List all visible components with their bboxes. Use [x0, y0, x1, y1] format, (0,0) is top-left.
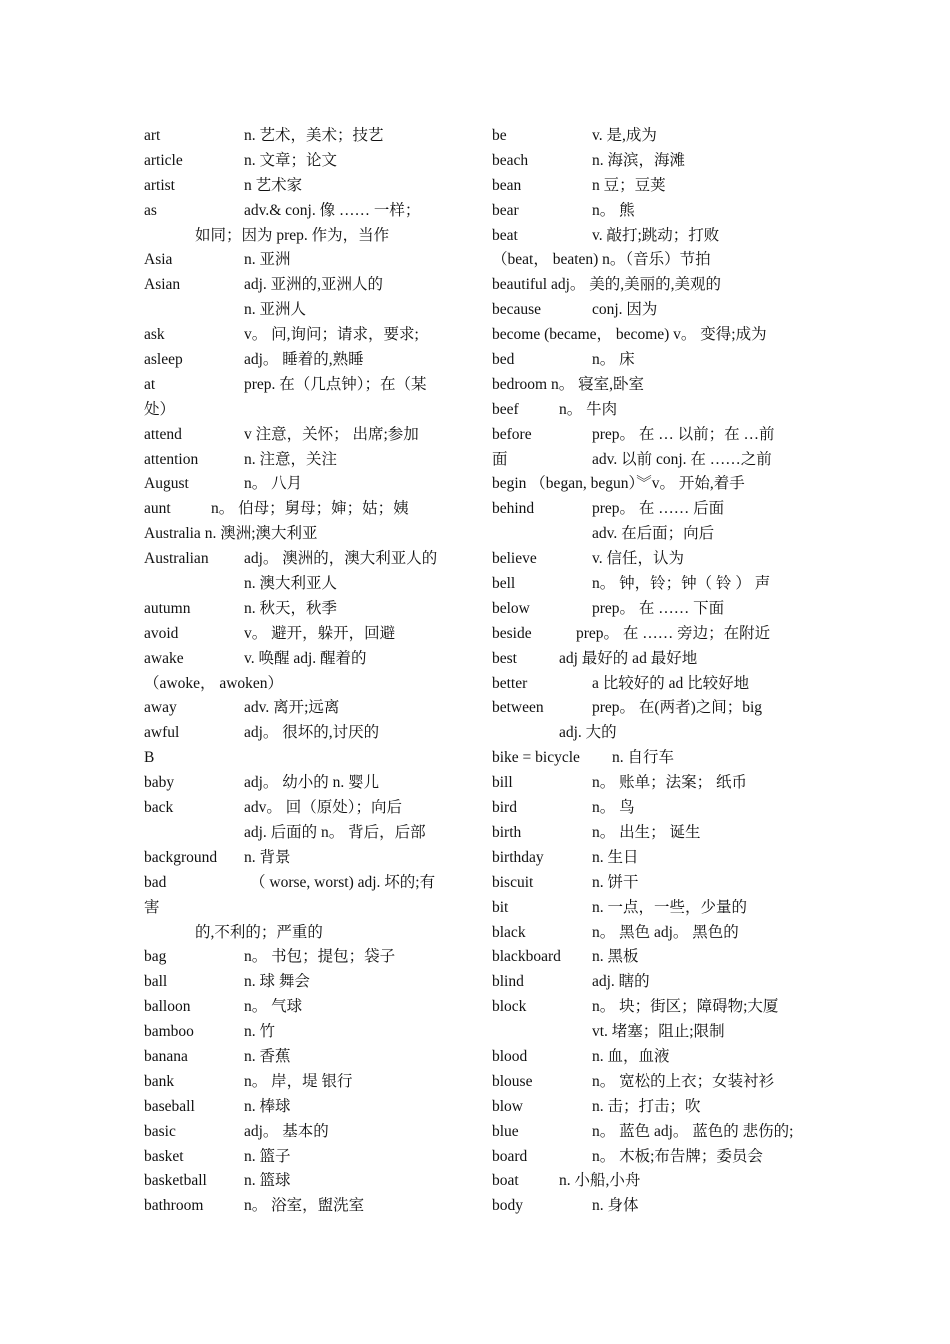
entry-line: [144, 1045, 464, 1070]
entry-word: bamboo: [144, 1023, 194, 1041]
entry-word: background: [144, 848, 218, 866]
entry-definition: n. 生日: [592, 848, 639, 866]
entry-definition: n。 蓝色 adj。 蓝色的 悲伤的;: [592, 1122, 794, 1140]
entry-line: [144, 174, 464, 199]
entry-word: Asia: [144, 251, 173, 269]
entry-word: banana: [144, 1047, 188, 1065]
entry-line: [492, 597, 814, 622]
entry-definition: n。 黑色 adj。 黑色的: [592, 923, 739, 941]
entry-line: [492, 174, 814, 199]
entry-word: ball: [144, 973, 168, 991]
entry-word: bit: [492, 898, 509, 916]
entry-definition: v. 敲打;跳动；打败: [592, 226, 720, 244]
entry-definition: n. 竹: [244, 1023, 276, 1041]
entry-definition: adj。 很坏的,讨厌的: [244, 724, 380, 742]
entry-definition: n。 鸟: [592, 799, 635, 817]
entry-line: [492, 921, 814, 946]
entry-word: awake: [144, 649, 184, 667]
entry-word: birth: [492, 823, 522, 841]
entry-word: B: [144, 749, 155, 767]
entry-line: [492, 1020, 814, 1045]
entry-definition: n。 块；街区；障碍物;大厦: [592, 998, 779, 1016]
entry-line: [144, 298, 464, 323]
entry-word: attend: [144, 425, 182, 443]
entry-definition: n. 海滨，海滩: [592, 151, 686, 169]
entry-definition: n. 球 舞会: [244, 973, 310, 991]
entry-line: [144, 945, 464, 970]
entry-definition: adv. 以前 conj. 在 ……之前: [592, 450, 772, 468]
entry-definition: v. 唤醒 adj. 醒着的: [244, 649, 367, 667]
entry-line: [144, 248, 464, 273]
entry-word: believe: [492, 550, 537, 568]
entry-word: blow: [492, 1097, 523, 1115]
entry-line: [144, 721, 464, 746]
entry-word: basket: [144, 1147, 184, 1165]
entry-definition: prep。 在 …… 下面: [592, 599, 725, 617]
entry-line: [144, 273, 464, 298]
entry-line: [144, 796, 464, 821]
entry-line: [144, 821, 464, 846]
entry-word: bear: [492, 201, 519, 219]
entry-line: [144, 199, 464, 224]
entry-definition: adj. 后面的 n。 背后，后部: [244, 823, 426, 841]
entry-definition: n. 注意，关注: [244, 450, 338, 468]
entry-line: [144, 323, 464, 348]
entry-word: beach: [492, 151, 529, 169]
entry-definition: prep。 在 …… 后面: [592, 500, 725, 518]
entry-line: [492, 1045, 814, 1070]
entry-line: [492, 647, 814, 672]
entry-word: bad: [144, 873, 167, 891]
entry-definition: n。 八月: [244, 475, 303, 493]
entry-word: artist: [144, 176, 175, 194]
entry-definition: n. 棒球: [244, 1097, 291, 1115]
entry-line: [492, 871, 814, 896]
left-column: [144, 124, 464, 1219]
entry-definition: a 比较好的 ad 比较好地: [592, 674, 750, 692]
entry-line: [492, 248, 814, 273]
entry-word: bell: [492, 575, 516, 593]
entry-definition: n. 秋天，秋季: [244, 599, 338, 617]
entry-line: [492, 373, 814, 398]
entry-word: basic: [144, 1122, 176, 1140]
entry-definition: n。 出生； 诞生: [592, 823, 701, 841]
entry-line: [492, 622, 814, 647]
entry-word: blind: [492, 973, 524, 991]
entry-line: [144, 1095, 464, 1120]
entry-line: [492, 398, 814, 423]
entry-word: become (became， become) v。 变得;成为: [492, 326, 767, 344]
entry-line: [144, 696, 464, 721]
entry-line: [492, 224, 814, 249]
entry-word: blackboard: [492, 948, 561, 966]
section-heading: [144, 746, 464, 771]
entry-word: baby: [144, 774, 175, 792]
entry-definition: adj。 睡着的,熟睡: [244, 351, 364, 369]
entry-definition: n. 一点，一些，少量的: [592, 898, 748, 916]
entry-definition: n. 艺术，美术；技艺: [244, 127, 384, 144]
entry-definition: v. 信任，认为: [592, 550, 684, 568]
entry-word: （beat， beaten) n。（音乐）节拍: [492, 251, 711, 269]
entry-line: [144, 423, 464, 448]
entry-word: （awoke， awoken）: [144, 674, 284, 692]
entry-definition: n。 宽松的上衣；女装衬衫: [592, 1072, 775, 1090]
entry-word: boat: [492, 1172, 519, 1190]
entry-line: [492, 696, 814, 721]
entry-line: [492, 1095, 814, 1120]
entry-line: [492, 149, 814, 174]
entry-line: [144, 1194, 464, 1219]
entry-definition: n. 亚洲: [244, 251, 291, 269]
entry-line: [492, 472, 814, 497]
entry-definition: n。 岸，堤 银行: [244, 1072, 353, 1090]
entry-word: better: [492, 674, 528, 692]
entry-definition: n。 床: [592, 351, 635, 369]
entry-line: [144, 1169, 464, 1194]
entry-word: begin （began, begun）︾v。 开始,着手: [492, 475, 745, 493]
entry-word: 害: [144, 898, 160, 916]
entry-word: ask: [144, 326, 165, 344]
entry-definition: n。 钟，铃；钟（ 铃 ） 声: [592, 575, 771, 593]
entry-line: [144, 149, 464, 174]
entry-definition: prep. 在（几点钟）；在（某: [244, 375, 427, 393]
entry-word: aunt: [144, 500, 171, 518]
entry-line: [144, 224, 464, 249]
entry-word: best: [492, 649, 517, 667]
entry-line: [144, 398, 464, 423]
entry-word: baseball: [144, 1097, 195, 1115]
entry-line: [492, 796, 814, 821]
entry-word: biscuit: [492, 873, 534, 891]
entry-line: [144, 622, 464, 647]
entry-definition: 的,不利的；严重的: [195, 923, 323, 941]
entry-line: [492, 522, 814, 547]
entry-line: [492, 547, 814, 572]
entry-definition: （ worse, worst) adj. 坏的;有: [250, 873, 436, 891]
entry-line: [144, 597, 464, 622]
entry-word: bean: [492, 176, 522, 194]
entry-line: [492, 298, 814, 323]
entry-word: bird: [492, 799, 517, 817]
entry-word: blood: [492, 1047, 528, 1065]
entry-definition: n. 香蕉: [244, 1047, 291, 1065]
entry-line: [492, 846, 814, 871]
entry-word: away: [144, 699, 177, 717]
entry-definition: n。 牛肉: [559, 400, 618, 418]
entry-definition: n 艺术家: [244, 176, 303, 194]
entry-line: [144, 522, 464, 547]
entry-word: blue: [492, 1122, 519, 1140]
entry-word: Australia n. 澳洲;澳大利亚: [144, 525, 318, 543]
entry-word: bank: [144, 1072, 175, 1090]
entry-line: [144, 124, 464, 149]
entry-line: [492, 1070, 814, 1095]
entry-definition: adj。 幼小的 n. 婴儿: [244, 774, 380, 792]
entry-definition: adj 最好的 ad 最好地: [559, 649, 698, 667]
entry-definition: prep。 在(两者)之间；big: [592, 699, 763, 717]
entry-word: awful: [144, 724, 180, 742]
entry-line: [492, 1120, 814, 1145]
entry-word: block: [492, 998, 527, 1016]
entry-definition: v 注意，关怀； 出席;参加: [244, 425, 419, 443]
entry-line: [492, 572, 814, 597]
entry-word: beautiful adj。 美的,美丽的,美观的: [492, 276, 722, 294]
entry-word: bedroom n。 寝室,卧室: [492, 375, 644, 393]
entry-definition: adv.& conj. 像 …… 一样；: [244, 201, 421, 219]
entry-word: be: [492, 127, 507, 144]
entry-line: [144, 1020, 464, 1045]
entry-line: [144, 647, 464, 672]
entry-line: [492, 995, 814, 1020]
entry-definition: n. 篮球: [244, 1172, 291, 1190]
entry-word: back: [144, 799, 174, 817]
entry-word: art: [144, 127, 161, 144]
entry-word: as: [144, 201, 157, 219]
entry-word: black: [492, 923, 526, 941]
entry-line: [492, 1194, 814, 1219]
entry-definition: n。 浴室，盥洗室: [244, 1197, 365, 1215]
entry-line: [144, 1120, 464, 1145]
entry-word: 面: [492, 450, 508, 468]
entry-definition: prep。 在 … 以前；在 …前: [592, 425, 775, 443]
entry-line: [144, 846, 464, 871]
entry-definition: n. 自行车: [612, 749, 675, 767]
entry-word: at: [144, 375, 156, 393]
entry-definition: n. 澳大利亚人: [244, 575, 338, 593]
entry-definition: n。 书包；提包；袋子: [244, 948, 396, 966]
entry-definition: n. 黑板: [592, 948, 639, 966]
entry-line: [144, 995, 464, 1020]
entry-word: bathroom: [144, 1197, 204, 1215]
entry-word: avoid: [144, 624, 179, 642]
entry-line: [144, 373, 464, 398]
entry-word: autumn: [144, 599, 191, 617]
entry-line: [492, 970, 814, 995]
entry-line: [144, 448, 464, 473]
entry-definition: n. 篮子: [244, 1147, 291, 1165]
entry-line: [144, 348, 464, 373]
entry-definition: n. 文章；论文: [244, 151, 338, 169]
entry-definition: n。 账单；法案； 纸币: [592, 774, 748, 792]
entry-word: bed: [492, 351, 515, 369]
entry-word: before: [492, 425, 532, 443]
entry-word: August: [144, 475, 189, 493]
entry-line: [144, 771, 464, 796]
entry-word: article: [144, 151, 183, 169]
entry-line: [492, 1169, 814, 1194]
entry-definition: adj。 澳洲的，澳大利亚人的: [244, 550, 438, 568]
entry-word: birthday: [492, 848, 544, 866]
entry-word: 处）: [144, 400, 176, 418]
entry-word: between: [492, 699, 544, 717]
entry-definition: n。 伯母；舅母；婶；姑；姨: [211, 500, 409, 518]
entry-line: [144, 970, 464, 995]
entry-definition: n。 气球: [244, 998, 303, 1016]
entry-word: blouse: [492, 1072, 533, 1090]
entry-word: Asian: [144, 276, 181, 294]
entry-definition: conj. 因为: [592, 301, 658, 319]
entry-line: [492, 423, 814, 448]
entry-definition: adv。 回（原处）；向后: [244, 799, 403, 817]
entry-line: [492, 1145, 814, 1170]
entry-line: [492, 323, 814, 348]
entry-definition: adj。 基本的: [244, 1122, 329, 1140]
entry-definition: prep。 在 …… 旁边；在附近: [576, 624, 771, 642]
entry-word: beef: [492, 400, 519, 418]
entry-definition: n。 木板;布告牌；委员会: [592, 1147, 763, 1165]
entry-line: [144, 497, 464, 522]
entry-word: behind: [492, 500, 535, 518]
entry-word: balloon: [144, 998, 191, 1016]
entry-definition: v. 是,成为: [592, 127, 657, 144]
entry-word: body: [492, 1197, 523, 1215]
entry-line: [144, 921, 464, 946]
entry-line: [144, 672, 464, 697]
entry-line: [492, 448, 814, 473]
entry-line: [144, 896, 464, 921]
entry-word: asleep: [144, 351, 183, 369]
entry-definition: n. 身体: [592, 1197, 639, 1215]
entry-line: [144, 472, 464, 497]
entry-word: because: [492, 301, 542, 319]
entry-word: bag: [144, 948, 167, 966]
entry-line: [492, 199, 814, 224]
entry-definition: n. 饼干: [592, 873, 639, 891]
entry-definition: adv. 离开;远离: [244, 699, 340, 717]
entry-word: bike = bicycle: [492, 749, 580, 767]
entry-word: attention: [144, 450, 199, 468]
entry-word: basketball: [144, 1172, 207, 1190]
entry-definition: v。 避开，躲开，回避: [244, 624, 396, 642]
entry-definition: adj. 亚洲的,亚洲人的: [244, 276, 384, 294]
entry-word: board: [492, 1147, 528, 1165]
entry-line: [492, 721, 814, 746]
entry-word: bill: [492, 774, 513, 792]
entry-definition: adv. 在后面；向后: [592, 525, 715, 543]
entry-line: [492, 771, 814, 796]
entry-word: below: [492, 599, 530, 617]
entry-definition: n 豆；豆荚: [592, 176, 666, 194]
entry-line: [492, 273, 814, 298]
entry-definition: n. 击；打击；吹: [592, 1097, 701, 1115]
entry-definition: n. 血，血液: [592, 1047, 670, 1065]
entry-line: [144, 547, 464, 572]
entry-line: [144, 1145, 464, 1170]
entry-line: [492, 497, 814, 522]
entry-definition: adj. 瞎的: [592, 973, 650, 991]
entry-line: [492, 124, 814, 149]
entry-definition: adj. 大的: [559, 724, 617, 742]
entry-line: [144, 1070, 464, 1095]
entry-line: [492, 746, 814, 771]
entry-definition: vt. 堵塞；阻止;限制: [592, 1023, 725, 1041]
entry-definition: n。 熊: [592, 201, 635, 219]
entry-definition: n. 小船,小舟: [559, 1172, 641, 1190]
entry-line: [492, 348, 814, 373]
entry-line: [492, 672, 814, 697]
entry-line: [492, 821, 814, 846]
entry-line: [144, 572, 464, 597]
entry-line: [492, 945, 814, 970]
entry-line: [144, 871, 464, 896]
entry-definition: 如同；因为 prep. 作为，当作: [195, 226, 390, 244]
entry-word: beat: [492, 226, 518, 244]
entry-line: [492, 896, 814, 921]
entry-word: Australian: [144, 550, 209, 568]
entry-definition: n. 背景: [244, 848, 291, 866]
entry-definition: n. 亚洲人: [244, 301, 307, 319]
entry-definition: v。 问,询问；请求，要求;: [244, 326, 419, 344]
entry-word: beside: [492, 624, 532, 642]
right-column: [492, 124, 814, 1219]
